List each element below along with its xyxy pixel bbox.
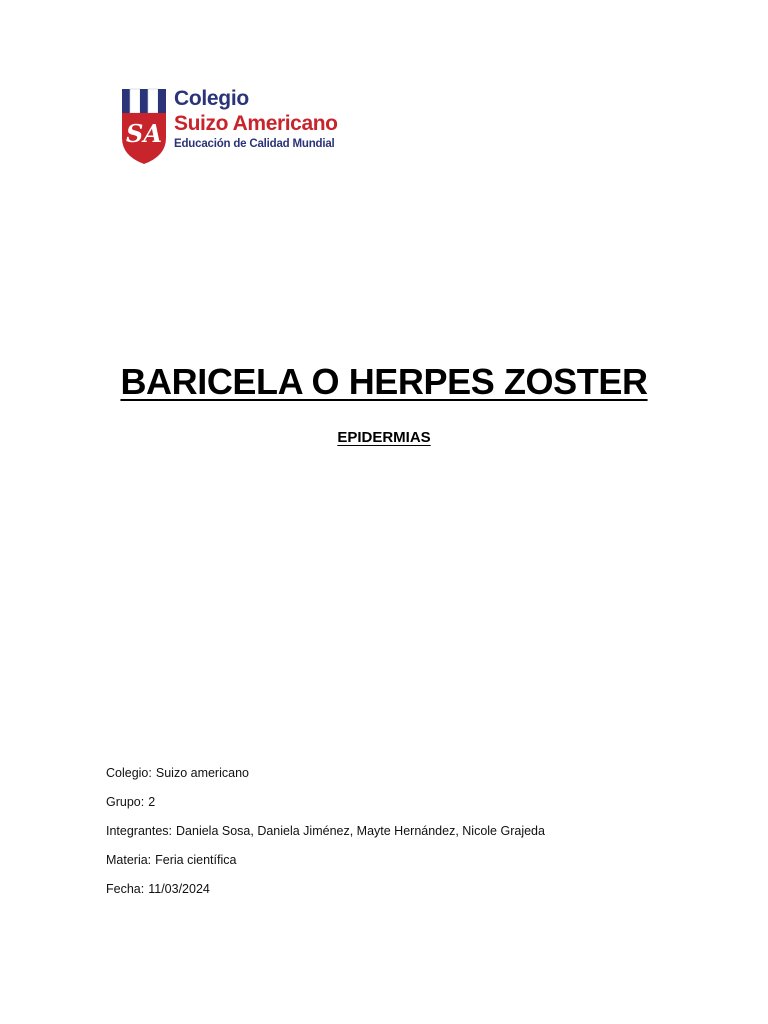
school-logo	[120, 86, 370, 168]
logo-line-colegio: Colegio	[174, 87, 249, 110]
info-value: 11/03/2024	[148, 882, 210, 896]
logo-text	[174, 86, 374, 152]
info-value: Daniela Sosa, Daniela Jiménez, Mayte Hernández, Nicole Grajeda	[176, 824, 545, 838]
shield-logo-icon	[120, 86, 168, 166]
info-label: Grupo:	[106, 795, 145, 809]
info-line-grupo	[106, 794, 155, 810]
info-value: Feria científica	[155, 853, 237, 867]
info-label: Fecha:	[106, 882, 145, 896]
document-subtitle: EPIDERMIAS	[337, 429, 431, 446]
logo-tagline: Educación de Calidad Mundial	[174, 138, 335, 150]
info-value: Suizo americano	[155, 766, 249, 780]
logo-initials: SA	[126, 119, 162, 148]
document-title: BARICELA O HERPES ZOSTER	[120, 361, 648, 402]
info-value: 2	[148, 795, 156, 809]
info-label: Colegio:	[106, 766, 152, 780]
info-line-materia	[106, 852, 236, 868]
info-line-colegio	[106, 765, 249, 781]
info-line-fecha	[106, 881, 210, 897]
info-label: Materia:	[106, 853, 152, 867]
info-line-integrantes	[106, 823, 545, 839]
logo-line-suizo-americano: Suizo Americano	[174, 112, 338, 135]
info-label: Integrantes:	[106, 824, 173, 838]
